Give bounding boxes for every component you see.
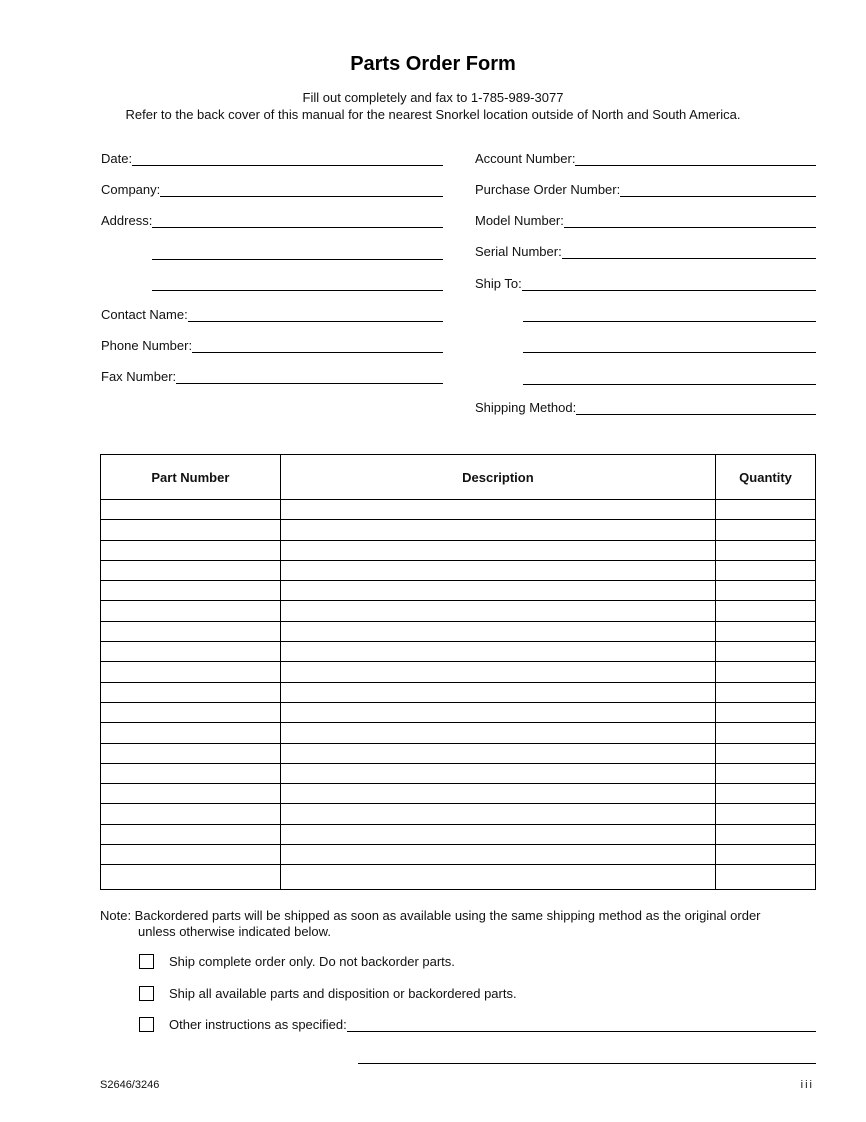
ship-to-line-2[interactable] <box>523 320 816 322</box>
company-line[interactable] <box>160 182 443 197</box>
part-number-cell[interactable] <box>101 723 281 743</box>
table-header-row <box>101 455 816 500</box>
purchase-order-field[interactable] <box>475 182 816 197</box>
company-label: Company: <box>101 182 161 197</box>
other-instructions-checkbox[interactable] <box>139 1017 154 1032</box>
form-title: Parts Order Form <box>350 53 516 75</box>
part-number-cell[interactable] <box>101 662 281 682</box>
table-row <box>101 662 816 682</box>
table-row <box>101 763 816 783</box>
description-cell[interactable] <box>280 500 715 520</box>
part-number-cell[interactable] <box>101 804 281 824</box>
table-row <box>101 500 816 520</box>
account-number-field[interactable] <box>475 151 816 166</box>
address-line-3[interactable] <box>152 289 443 291</box>
fax-instructions: Fill out completely and fax to 1-785-989-3077 <box>302 90 564 105</box>
table-row <box>101 560 816 580</box>
table-row <box>101 601 816 621</box>
account-number-line[interactable] <box>575 151 816 166</box>
part-number-cell[interactable] <box>101 621 281 641</box>
ship-to-line-1[interactable] <box>522 276 816 291</box>
ship-to-line-4[interactable] <box>523 383 816 385</box>
shipping-method-line[interactable] <box>576 400 816 415</box>
part-number-cell[interactable] <box>101 824 281 844</box>
description-cell[interactable] <box>280 642 715 662</box>
account-number-label: Account Number: <box>475 151 576 166</box>
fax-number-line[interactable] <box>176 369 443 384</box>
ship-to-label: Ship To: <box>475 276 522 291</box>
description-cell[interactable] <box>280 601 715 621</box>
address-field[interactable] <box>101 213 443 228</box>
table-row <box>101 682 816 702</box>
part-number-cell[interactable] <box>101 540 281 560</box>
table-row <box>101 845 816 865</box>
table-row <box>101 520 816 540</box>
part-number-cell[interactable] <box>101 601 281 621</box>
description-header: Description <box>280 455 715 500</box>
table-row <box>101 824 816 844</box>
part-number-cell[interactable] <box>101 763 281 783</box>
table-row <box>101 784 816 804</box>
quantity-cell[interactable] <box>716 621 816 641</box>
quantity-cell[interactable] <box>716 845 816 865</box>
model-number-label: Model Number: <box>475 213 564 228</box>
part-number-cell[interactable] <box>101 743 281 763</box>
table-row <box>101 621 816 641</box>
quantity-cell[interactable] <box>716 804 816 824</box>
shipping-method-field[interactable] <box>475 400 816 415</box>
document-code: S2646/3246 <box>100 1079 160 1091</box>
location-instructions: Refer to the back cover of this manual for the nearest Snorkel location outside of North and South America. <box>125 107 741 122</box>
table-row <box>101 804 816 824</box>
phone-number-label: Phone Number: <box>101 338 193 353</box>
other-instructions-line-2[interactable] <box>358 1062 816 1064</box>
description-cell[interactable] <box>280 824 715 844</box>
quantity-cell[interactable] <box>716 662 816 682</box>
contact-name-label: Contact Name: <box>101 307 188 322</box>
description-cell[interactable] <box>280 581 715 601</box>
option-other-instructions[interactable] <box>139 1017 816 1032</box>
table-row <box>101 540 816 560</box>
description-cell[interactable] <box>280 662 715 682</box>
part-number-header: Part Number <box>101 455 281 500</box>
description-cell[interactable] <box>280 702 715 722</box>
address-line-1[interactable] <box>152 213 443 228</box>
quantity-cell[interactable] <box>716 824 816 844</box>
ship-complete-checkbox[interactable] <box>139 954 154 969</box>
phone-number-field[interactable] <box>101 338 443 353</box>
date-field[interactable] <box>101 151 443 166</box>
backorder-note <box>100 908 816 940</box>
quantity-cell[interactable] <box>716 601 816 621</box>
table-row <box>101 743 816 763</box>
date-label: Date: <box>101 151 133 166</box>
ship-available-checkbox[interactable] <box>139 986 154 1001</box>
ship-complete-label: Ship complete order only. Do not backorder parts. <box>169 954 455 969</box>
quantity-cell[interactable] <box>716 540 816 560</box>
option-ship-available[interactable] <box>139 986 517 1001</box>
part-number-cell[interactable] <box>101 500 281 520</box>
ship-to-line-3[interactable] <box>523 351 816 353</box>
quantity-cell[interactable] <box>716 743 816 763</box>
model-number-field[interactable] <box>475 213 816 228</box>
quantity-cell[interactable] <box>716 581 816 601</box>
quantity-cell[interactable] <box>716 560 816 580</box>
shipping-method-label: Shipping Method: <box>475 400 577 415</box>
part-number-cell[interactable] <box>101 642 281 662</box>
serial-number-line[interactable] <box>562 244 816 259</box>
note-line-1: Note: Backordered parts will be shipped as soon as available using the same shipping method as the original order <box>100 908 761 923</box>
part-number-cell[interactable] <box>101 865 281 890</box>
quantity-cell[interactable] <box>716 702 816 722</box>
part-number-cell[interactable] <box>101 560 281 580</box>
description-cell[interactable] <box>280 723 715 743</box>
fax-number-field[interactable] <box>101 369 443 384</box>
quantity-cell[interactable] <box>716 784 816 804</box>
quantity-cell[interactable] <box>716 723 816 743</box>
other-instructions-label: Other instructions as specified: <box>169 1017 347 1032</box>
description-cell[interactable] <box>280 804 715 824</box>
quantity-header: Quantity <box>716 455 816 500</box>
fax-number-label: Fax Number: <box>101 369 177 384</box>
option-ship-complete[interactable] <box>139 954 455 969</box>
part-number-cell[interactable] <box>101 682 281 702</box>
table-row <box>101 581 816 601</box>
contact-name-field[interactable] <box>101 307 443 322</box>
serial-number-field[interactable] <box>475 244 816 259</box>
table-row <box>101 865 816 890</box>
quantity-cell[interactable] <box>716 520 816 540</box>
company-field[interactable] <box>101 182 443 197</box>
part-number-cell[interactable] <box>101 784 281 804</box>
description-cell[interactable] <box>280 763 715 783</box>
table-row <box>101 723 816 743</box>
description-cell[interactable] <box>280 560 715 580</box>
table-row <box>101 702 816 722</box>
purchase-order-label: Purchase Order Number: <box>475 182 621 197</box>
description-cell[interactable] <box>280 784 715 804</box>
description-cell[interactable] <box>280 520 715 540</box>
other-instructions-line-1[interactable] <box>347 1017 816 1032</box>
address-line-2[interactable] <box>152 258 443 260</box>
model-number-line[interactable] <box>564 213 816 228</box>
description-cell[interactable] <box>280 682 715 702</box>
table-row <box>101 642 816 662</box>
description-cell[interactable] <box>280 865 715 890</box>
description-cell[interactable] <box>280 845 715 865</box>
part-number-cell[interactable] <box>101 581 281 601</box>
ship-available-label: Ship all available parts and disposition or backordered parts. <box>169 986 517 1001</box>
contact-name-line[interactable] <box>188 307 443 322</box>
quantity-cell[interactable] <box>716 763 816 783</box>
address-label: Address: <box>101 213 153 228</box>
description-cell[interactable] <box>280 743 715 763</box>
phone-number-line[interactable] <box>192 338 443 353</box>
date-line[interactable] <box>132 151 443 166</box>
ship-to-field[interactable] <box>475 276 816 291</box>
part-number-cell[interactable] <box>101 702 281 722</box>
quantity-cell[interactable] <box>716 682 816 702</box>
parts-table <box>100 454 816 890</box>
quantity-cell[interactable] <box>716 865 816 890</box>
part-number-cell[interactable] <box>101 520 281 540</box>
description-cell[interactable] <box>280 621 715 641</box>
serial-number-label: Serial Number: <box>475 244 562 259</box>
description-cell[interactable] <box>280 540 715 560</box>
note-line-2: unless otherwise indicated below. <box>138 924 331 939</box>
page-number: iii <box>800 1079 814 1091</box>
quantity-cell[interactable] <box>716 500 816 520</box>
purchase-order-line[interactable] <box>620 182 816 197</box>
quantity-cell[interactable] <box>716 642 816 662</box>
part-number-cell[interactable] <box>101 845 281 865</box>
